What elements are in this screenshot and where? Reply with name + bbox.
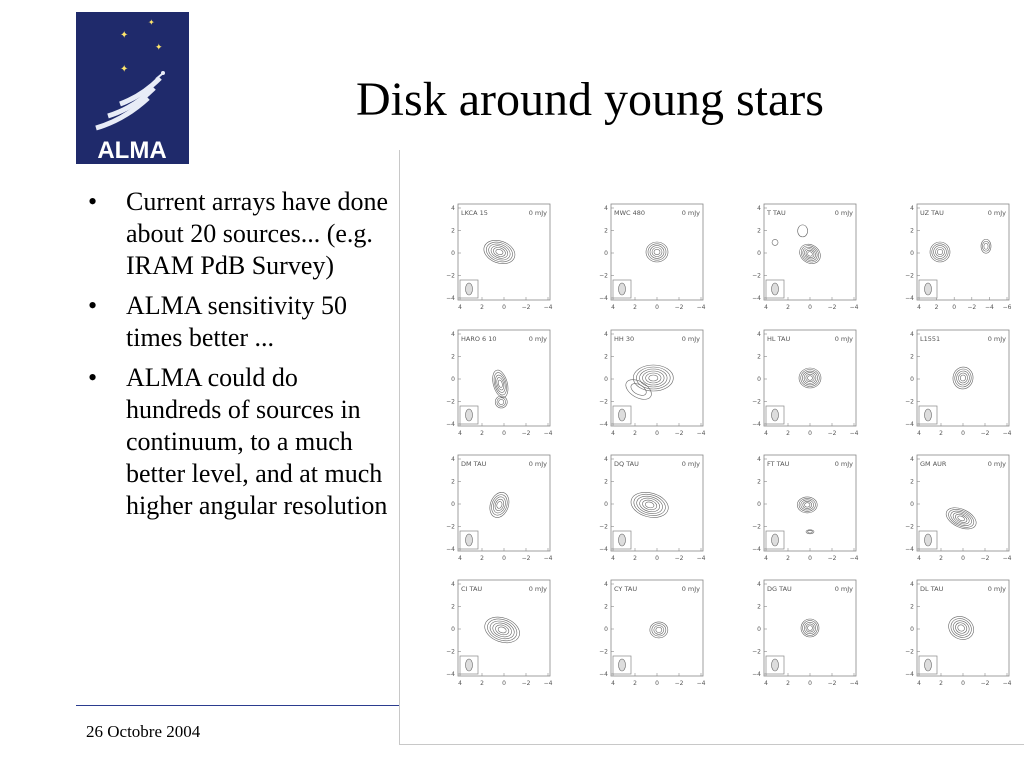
panel-label: UZ TAU — [920, 209, 944, 217]
vertical-divider — [399, 150, 400, 745]
y-tick-label: 0 — [910, 626, 914, 633]
panel-label: LKCA 15 — [461, 209, 488, 217]
x-tick-label: −2 — [521, 680, 531, 687]
y-tick-label: 4 — [757, 581, 761, 588]
x-tick-label: −2 — [827, 430, 837, 437]
beam-ellipse — [466, 283, 473, 295]
y-tick-label: 4 — [910, 205, 914, 212]
x-tick-label: 2 — [939, 430, 943, 437]
x-tick-label: −4 — [543, 680, 553, 687]
y-tick-label: −2 — [599, 523, 608, 531]
beam-ellipse — [772, 283, 779, 295]
y-tick-label: 0 — [604, 626, 608, 633]
x-tick-label: −2 — [521, 555, 531, 562]
panel-label: HARO 6 10 — [461, 335, 497, 343]
y-tick-label: 4 — [910, 331, 914, 338]
y-tick-label: 4 — [451, 331, 455, 338]
contour-panel — [905, 204, 1011, 311]
y-tick-label: 0 — [757, 250, 761, 257]
beam-ellipse — [925, 409, 932, 421]
panel-flux-label: 0 mJy — [681, 209, 700, 217]
beam-ellipse — [772, 409, 779, 421]
x-tick-label: 4 — [611, 304, 615, 311]
x-tick-label: 2 — [786, 680, 790, 687]
x-tick-label: 0 — [502, 430, 506, 437]
x-tick-label: −2 — [980, 430, 990, 437]
bullet-text: ALMA could do hundreds of sources in continuum, to a much better level, and at much higher angular resolution — [126, 363, 388, 520]
x-tick-label: −2 — [967, 304, 977, 311]
x-tick-label: 4 — [458, 555, 462, 562]
x-tick-label: −4 — [543, 304, 553, 311]
x-tick-label: 4 — [764, 555, 768, 562]
x-tick-label: 2 — [633, 430, 637, 437]
y-tick-label: −2 — [905, 398, 914, 406]
contour-panel — [752, 330, 858, 437]
y-tick-label: −2 — [752, 648, 761, 656]
x-tick-label: 2 — [480, 555, 484, 562]
x-tick-label: −4 — [1002, 680, 1012, 687]
x-tick-label: −4 — [696, 555, 706, 562]
beam-ellipse — [772, 659, 779, 671]
x-tick-label: −6 — [1002, 304, 1012, 311]
svg-text:✦: ✦ — [120, 30, 129, 41]
contour-panel — [446, 580, 552, 687]
panel-flux-label: 0 mJy — [987, 460, 1006, 468]
y-tick-label: 2 — [757, 353, 761, 361]
y-tick-label: 0 — [910, 501, 914, 508]
disk-maps-figure — [440, 190, 1020, 690]
contour-panel — [446, 455, 552, 562]
x-tick-label: −4 — [696, 430, 706, 437]
y-tick-label: 4 — [604, 581, 608, 588]
beam-ellipse — [619, 659, 626, 671]
x-tick-label: −4 — [543, 430, 553, 437]
x-tick-label: −2 — [980, 680, 990, 687]
x-tick-label: −4 — [849, 304, 859, 311]
panel-flux-label: 0 mJy — [987, 335, 1006, 343]
y-tick-label: −4 — [752, 671, 761, 678]
y-tick-label: 2 — [910, 478, 914, 486]
y-tick-label: 4 — [604, 456, 608, 463]
x-tick-label: 4 — [458, 304, 462, 311]
panel-flux-label: 0 mJy — [681, 585, 700, 593]
contour-panel — [446, 204, 552, 311]
contour-panel — [752, 204, 858, 311]
bullet-item: • ALMA could do hundreds of sources in continuum, to a much better level, and at much higher angular resolution — [88, 363, 388, 520]
x-tick-label: 0 — [502, 555, 506, 562]
x-tick-label: −4 — [984, 304, 994, 311]
x-tick-label: −4 — [849, 555, 859, 562]
panel-label: HL TAU — [767, 335, 791, 343]
x-tick-label: 2 — [480, 430, 484, 437]
x-tick-label: −2 — [674, 430, 684, 437]
y-tick-label: 2 — [604, 227, 608, 235]
bullet-item: • ALMA sensitivity 50 times better ... — [88, 291, 348, 352]
contour-panel — [905, 455, 1011, 562]
contour-panel — [446, 330, 552, 437]
y-tick-label: −2 — [599, 272, 608, 280]
y-tick-label: 2 — [604, 478, 608, 486]
x-tick-label: 2 — [633, 680, 637, 687]
panel-flux-label: 0 mJy — [681, 460, 700, 468]
y-tick-label: 2 — [604, 603, 608, 611]
x-tick-label: 4 — [764, 304, 768, 311]
y-tick-label: 4 — [451, 581, 455, 588]
beam-ellipse — [772, 534, 779, 546]
x-tick-label: 0 — [961, 430, 965, 437]
y-tick-label: 0 — [910, 376, 914, 383]
x-tick-label: 4 — [611, 430, 615, 437]
x-tick-label: 0 — [655, 680, 659, 687]
beam-ellipse — [925, 659, 932, 671]
beam-ellipse — [466, 659, 473, 671]
y-tick-label: 2 — [451, 603, 455, 611]
panel-label: DM TAU — [461, 460, 487, 468]
y-tick-label: −2 — [446, 523, 455, 531]
y-tick-label: 0 — [451, 501, 455, 508]
y-tick-label: −2 — [905, 523, 914, 531]
beam-ellipse — [466, 534, 473, 546]
x-tick-label: 2 — [786, 555, 790, 562]
panel-label: DG TAU — [767, 585, 792, 593]
x-tick-label: 2 — [939, 555, 943, 562]
y-tick-label: −4 — [905, 546, 914, 553]
contour-panel — [905, 330, 1011, 437]
panel-flux-label: 0 mJy — [834, 460, 853, 468]
y-tick-label: 4 — [757, 456, 761, 463]
x-tick-label: 2 — [786, 430, 790, 437]
x-tick-label: −4 — [849, 680, 859, 687]
y-tick-label: 2 — [910, 353, 914, 361]
y-tick-label: 4 — [757, 205, 761, 212]
x-tick-label: −4 — [696, 304, 706, 311]
beam-ellipse — [466, 409, 473, 421]
y-tick-label: 0 — [604, 250, 608, 257]
bullet-text: ALMA sensitivity 50 times better ... — [126, 291, 348, 352]
y-tick-label: −2 — [752, 272, 761, 280]
y-tick-label: 4 — [451, 456, 455, 463]
y-tick-label: 2 — [451, 478, 455, 486]
x-tick-label: 0 — [961, 555, 965, 562]
beam-ellipse — [619, 283, 626, 295]
y-tick-label: 2 — [451, 227, 455, 235]
x-tick-label: 2 — [939, 680, 943, 687]
y-tick-label: 4 — [910, 581, 914, 588]
x-tick-label: 2 — [633, 304, 637, 311]
x-tick-label: 0 — [961, 680, 965, 687]
slide-title: Disk around young stars — [356, 73, 824, 126]
panel-label: T TAU — [767, 209, 786, 217]
x-tick-label: −4 — [543, 555, 553, 562]
beam-ellipse — [925, 534, 932, 546]
x-tick-label: −2 — [674, 555, 684, 562]
contour-panel — [752, 455, 858, 562]
x-tick-label: 4 — [917, 555, 921, 562]
panel-label: DQ TAU — [614, 460, 639, 468]
x-tick-label: −2 — [521, 304, 531, 311]
contour-panel — [599, 455, 705, 562]
x-tick-label: −4 — [1002, 555, 1012, 562]
x-tick-label: 4 — [611, 680, 615, 687]
x-tick-label: 2 — [633, 555, 637, 562]
x-tick-label: −2 — [674, 680, 684, 687]
y-tick-label: 4 — [604, 205, 608, 212]
y-tick-label: −4 — [599, 671, 608, 678]
x-tick-label: 4 — [917, 430, 921, 437]
x-tick-label: −2 — [827, 304, 837, 311]
y-tick-label: 0 — [604, 376, 608, 383]
y-tick-label: −4 — [446, 421, 455, 428]
y-tick-label: −2 — [446, 398, 455, 406]
contour-panel — [599, 330, 705, 437]
x-tick-label: 4 — [764, 680, 768, 687]
y-tick-label: 4 — [451, 205, 455, 212]
x-tick-label: 0 — [808, 680, 812, 687]
x-tick-label: 4 — [458, 430, 462, 437]
panel-flux-label: 0 mJy — [987, 209, 1006, 217]
x-tick-label: −4 — [1002, 430, 1012, 437]
y-tick-label: −4 — [446, 671, 455, 678]
y-tick-label: 2 — [757, 227, 761, 235]
y-tick-label: 2 — [910, 603, 914, 611]
x-tick-label: 0 — [502, 680, 506, 687]
x-tick-label: −4 — [849, 430, 859, 437]
panel-flux-label: 0 mJy — [681, 335, 700, 343]
y-tick-label: −4 — [752, 546, 761, 553]
x-tick-label: 0 — [655, 555, 659, 562]
y-tick-label: −2 — [752, 398, 761, 406]
panel-flux-label: 0 mJy — [834, 209, 853, 217]
x-tick-label: −2 — [980, 555, 990, 562]
y-tick-label: −4 — [905, 671, 914, 678]
y-tick-label: 0 — [757, 376, 761, 383]
panel-flux-label: 0 mJy — [834, 585, 853, 593]
y-tick-label: 2 — [757, 478, 761, 486]
bullet-text: Current arrays have done about 20 sources... (e.g. IRAM PdB Survey) — [126, 187, 389, 280]
svg-text:✦: ✦ — [148, 18, 155, 27]
y-tick-label: 0 — [604, 501, 608, 508]
x-tick-label: 4 — [764, 430, 768, 437]
footer-rule — [76, 705, 399, 706]
y-tick-label: 2 — [910, 227, 914, 235]
panel-flux-label: 0 mJy — [528, 460, 547, 468]
y-tick-label: 4 — [604, 331, 608, 338]
y-tick-label: −4 — [752, 295, 761, 302]
x-tick-label: −2 — [827, 555, 837, 562]
x-tick-label: −2 — [827, 680, 837, 687]
y-tick-label: 2 — [451, 353, 455, 361]
x-tick-label: 0 — [502, 304, 506, 311]
footer-date: 26 Octobre 2004 — [86, 722, 201, 741]
panel-label: FT TAU — [767, 460, 790, 468]
y-tick-label: −4 — [599, 295, 608, 302]
x-tick-label: −2 — [674, 304, 684, 311]
y-tick-label: 0 — [757, 626, 761, 633]
y-tick-label: −2 — [752, 523, 761, 531]
logo-text: ALMA — [97, 137, 167, 164]
y-tick-label: 4 — [910, 456, 914, 463]
panel-label: DL TAU — [920, 585, 944, 593]
panel-flux-label: 0 mJy — [528, 335, 547, 343]
x-tick-label: 0 — [952, 304, 957, 311]
y-tick-label: −2 — [446, 272, 455, 280]
contour-panel — [599, 580, 705, 687]
beam-ellipse — [619, 409, 626, 421]
x-tick-label: 4 — [917, 680, 921, 687]
bullet-list — [86, 186, 398, 530]
y-tick-label: −2 — [446, 648, 455, 656]
bottom-divider — [399, 744, 1024, 745]
panel-label: CI TAU — [461, 585, 483, 593]
y-tick-label: −4 — [446, 546, 455, 553]
y-tick-label: −4 — [905, 421, 914, 428]
alma-logo — [76, 12, 189, 164]
x-tick-label: 0 — [808, 304, 812, 311]
x-tick-label: 0 — [808, 430, 812, 437]
y-tick-label: −2 — [599, 648, 608, 656]
contour-panel — [905, 580, 1011, 687]
x-tick-label: 2 — [786, 304, 790, 311]
y-tick-label: −2 — [905, 648, 914, 656]
y-tick-label: 2 — [604, 353, 608, 361]
x-tick-label: 0 — [808, 555, 812, 562]
x-tick-label: −2 — [521, 430, 531, 437]
x-tick-label: 2 — [480, 680, 484, 687]
y-tick-label: 0 — [451, 250, 455, 257]
x-tick-label: 4 — [917, 304, 921, 311]
y-tick-label: −4 — [599, 421, 608, 428]
y-tick-label: 0 — [910, 250, 914, 257]
panel-label: HH 30 — [614, 335, 635, 343]
beam-ellipse — [619, 534, 626, 546]
y-tick-label: 0 — [451, 376, 455, 383]
y-tick-label: −4 — [599, 546, 608, 553]
y-tick-label: 0 — [757, 501, 761, 508]
svg-text:✦: ✦ — [120, 64, 129, 75]
x-tick-label: 4 — [611, 555, 615, 562]
contour-panel — [752, 580, 858, 687]
y-tick-label: −2 — [905, 272, 914, 280]
x-tick-label: 4 — [458, 680, 462, 687]
panel-flux-label: 0 mJy — [528, 585, 547, 593]
x-tick-label: 0 — [655, 304, 659, 311]
y-tick-label: 0 — [451, 626, 455, 633]
y-tick-label: 2 — [757, 603, 761, 611]
panel-label: L1551 — [920, 335, 941, 343]
x-tick-label: 2 — [934, 304, 939, 311]
panel-label: MWC 480 — [614, 209, 646, 217]
beam-ellipse — [925, 283, 932, 295]
y-tick-label: −4 — [752, 421, 761, 428]
panel-flux-label: 0 mJy — [528, 209, 547, 217]
y-tick-label: −4 — [905, 295, 914, 302]
y-tick-label: 4 — [757, 331, 761, 338]
contour-panel — [599, 204, 705, 311]
x-tick-label: 0 — [655, 430, 659, 437]
y-tick-label: −4 — [446, 295, 455, 302]
panel-label: GM AUR — [920, 460, 947, 468]
panel-flux-label: 0 mJy — [834, 335, 853, 343]
x-tick-label: −4 — [696, 680, 706, 687]
panel-label: CY TAU — [614, 585, 638, 593]
panel-flux-label: 0 mJy — [987, 585, 1006, 593]
bullet-item: • Current arrays have done about 20 sources... (e.g. IRAM PdB Survey) — [88, 187, 389, 280]
y-tick-label: −2 — [599, 398, 608, 406]
svg-text:✦: ✦ — [155, 43, 163, 53]
x-tick-label: 2 — [480, 304, 484, 311]
